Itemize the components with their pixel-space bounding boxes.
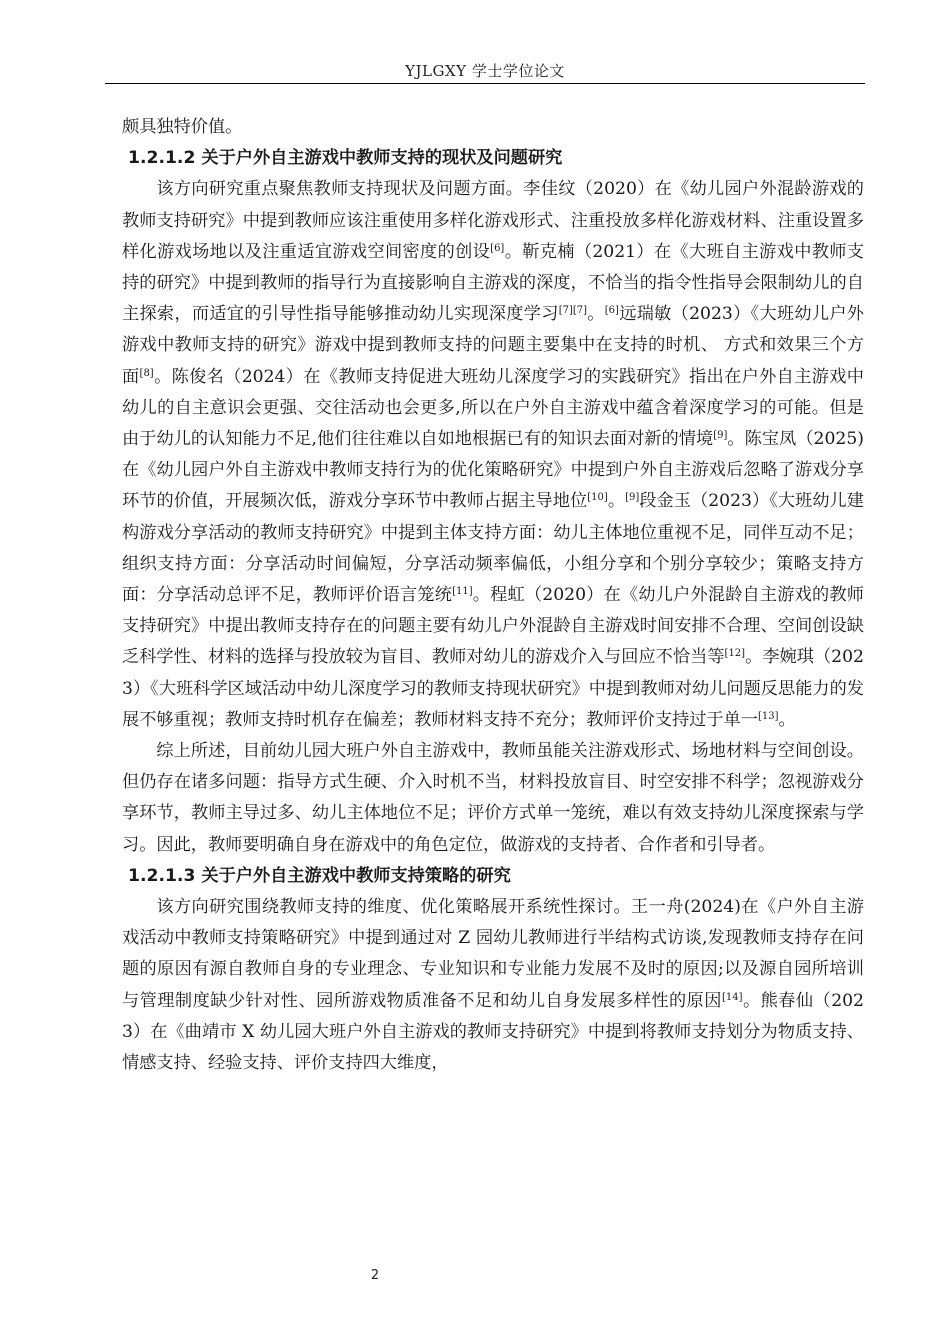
citation: [6] xyxy=(490,242,505,254)
sentence: 。陈俊名（2024）在《教师支持促进大班幼儿深度学习的实践研究》指出在户外自主游戏中幼儿的自主意识会更强、交往活动也会更多,所以在户外自主游戏中蕴含着深度学习的可能。但是由于幼儿的认知能力不足,他们往往难以自如地根据已有的知识去面对新的情境 xyxy=(122,366,864,450)
sentence: 。靳克楠（2021）在《大班自主游戏中教师支持的研究》中提到教师的指导行为直接影响自主游戏的深度，不恰当的指令性指导会限制幼儿的自主探索，而适宜的引导性指导能够推动幼儿实现深度学习 xyxy=(122,241,864,325)
sentence: 该方向研究重点聚焦教师支持现状及问题方面。李佳纹（2020）在《幼儿园户外混龄游戏的教师支持研究》中提到教师应该注重使用多样化游戏形式、注重投放多样化游戏材料、注重设置多样化游戏场地以及注重适宜游戏空间密度的创设 xyxy=(122,179,864,262)
citation: [14] xyxy=(721,991,743,1003)
citation: [6] xyxy=(604,305,619,317)
citation: [8] xyxy=(139,367,154,379)
citation: [12] xyxy=(724,648,746,660)
sentence: 。陈宝凤（2025)在《幼儿园户外自主游戏中教师支持行为的优化策略研究》中提到户外自主游戏后忽略了游戏分享环节的价值，开展频次低，游戏分享环节中教师占据主导地位 xyxy=(122,429,864,512)
sentence: 远瑞敏（2023）《大班幼儿户外游戏中教师支持的研究》游戏中提到教师支持的问题主要集中在支持的时机、 方式和效果三个方面 xyxy=(122,304,864,387)
sentence: 。 xyxy=(587,304,605,325)
citation: [9] xyxy=(713,430,728,442)
citation: [7][7] xyxy=(558,305,588,317)
citation: [9] xyxy=(625,492,640,504)
paragraph-continuation: 颇具独特价值。 xyxy=(122,117,243,137)
section-heading-1-2-1-3: 1.2.1.3 关于户外自主游戏中教师支持策略的研究 xyxy=(128,865,511,886)
paragraph-summary: 综上所述，目前幼儿园大班户外自主游戏中，教师虽能关注游戏形式、场地材料与空间创设。但仍存在诸多问题：指导方式生硬、介入时机不当，材料投放盲目、时空安排不科学；忽视游戏分享环节，教师主导过多、幼儿主体地位不足；评价方式单一笼统，难以有效支持幼儿深度探索与学习。因此，教师要明确自身在游戏中的角色定位，做游戏的支持者、合作者和引导者。 xyxy=(122,741,864,855)
sentence: 。程虹（2020）在《幼儿户外混龄自主游戏的教师支持研究》中提出教师支持存在的问题主要有幼儿户外混龄自主游戏时间安排不合理、空间创设缺乏科学性、材料的选择与投放较为盲目、教师对幼儿的游戏介入与回应不恰当等 xyxy=(122,585,864,668)
page-number: 2 xyxy=(370,1268,380,1283)
citation: [11] xyxy=(452,586,473,598)
paragraph-strategy-research xyxy=(122,892,864,1079)
paragraph-status-research xyxy=(122,174,864,736)
sentence: 。 xyxy=(778,709,796,730)
sentence: 段金玉（2023）《大班幼儿建构游戏分享活动的教师支持研究》中提到主体支持方面：幼儿主体地位重视不足，同伴互动不足；组织支持方面：分享活动时间偏短，分享活动频率偏低，小组分享和个别分享较少；策略支持方面：分享活动总评不足，教师评价语言笼统 xyxy=(122,491,864,606)
sentence: 。 xyxy=(607,491,626,512)
citation: [10] xyxy=(587,492,608,504)
sentence: 。李婉琪（2023）《大班科学区域活动中幼儿深度学习的教师支持现状研究》中提到教师对幼儿问题反思能力的发展不够重视；教师支持时机存在偏差；教师材料支持不充分；教师评价支持过于单一 xyxy=(122,647,864,730)
running-header: YJLGXY 学士学位论文 xyxy=(405,62,565,80)
sentence: 。熊春仙（2023）在《曲靖市 X 幼儿园大班户外自主游戏的教师支持研究》中提到将教师支持划分为物质支持、情感支持、经验支持、评价支持四大维度， xyxy=(122,990,864,1074)
section-heading-1-2-1-2: 1.2.1.2 关于户外自主游戏中教师支持的现状及问题研究 xyxy=(128,148,563,169)
citation: [13] xyxy=(757,710,779,722)
sentence: 该方向研究围绕教师支持的维度、优化策略展开系统性探讨。王一舟(2024)在《户外自主游戏活动中教师支持策略研究》中提到通过对 Z 园幼儿教师进行半结构式访谈,发现教师支持存在问题的原因有源自教师自身的专业理念、专业知识和专业能力发展不及时的原因;以及源自园所培训与管理制度缺少针对性、园所游戏物质准备不足和幼儿自身发展多样性的原因 xyxy=(122,897,864,1011)
header-rule xyxy=(105,83,865,84)
body-text xyxy=(122,112,864,1079)
